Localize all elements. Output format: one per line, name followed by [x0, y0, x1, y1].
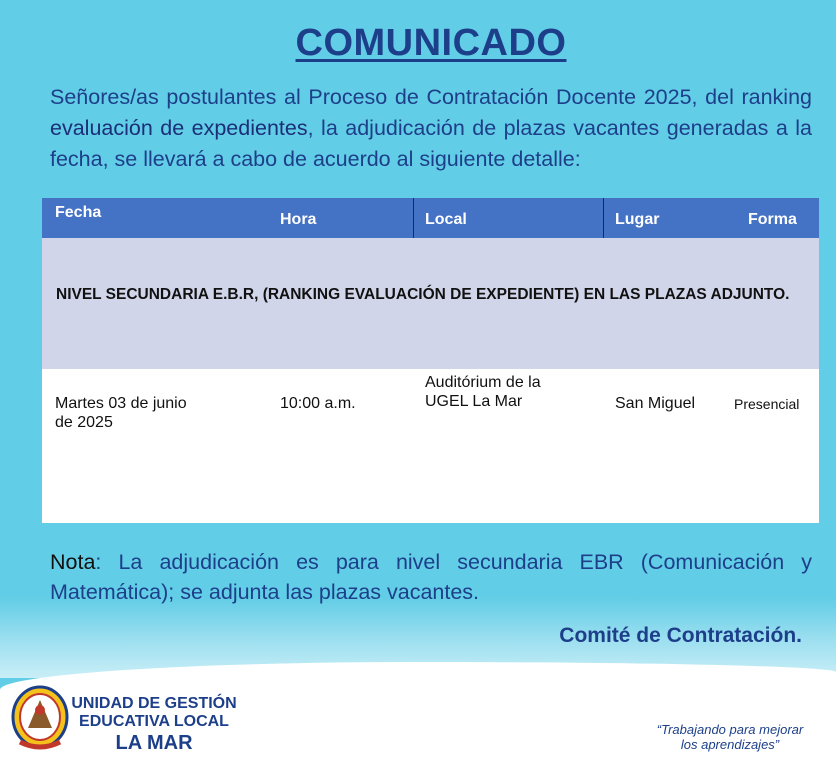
intro-text-1: Señores/as postulantes al Proceso de Contratación Docente 2025, del ranking: [50, 85, 812, 109]
header-forma: Forma: [748, 211, 797, 228]
committee-signature: Comité de Contratación.: [559, 624, 802, 647]
note-label: Nota: [50, 550, 96, 574]
cell-fecha: Martes 03 de junio de 2025: [55, 395, 187, 431]
organization-name: [70, 695, 238, 755]
intro-highlight: evaluación de expedientes: [50, 116, 308, 140]
ugel-seal-logo: [10, 684, 70, 754]
column-divider: [413, 198, 414, 238]
level-row: [42, 238, 819, 369]
org-line-1: UNIDAD DE GESTIÓN: [71, 695, 237, 712]
header-lugar: Lugar: [615, 211, 660, 228]
cell-hora: 10:00 a.m.: [280, 395, 356, 412]
intro-paragraph: [50, 82, 812, 175]
header-fecha: Fecha: [55, 204, 102, 221]
header-hora: Hora: [280, 211, 317, 228]
org-line-3: LA MAR: [115, 732, 193, 754]
table-header: [42, 198, 819, 238]
header-local: Local: [425, 211, 467, 228]
note-text: : La adjudicación es para nivel secundaria EBR (Comunicación y Matemática); se adjunta las plazas vacantes.: [50, 550, 812, 604]
intro-text-2: , la adjudicación de plazas vacantes generadas a la fecha, se llevará a cabo de acuerdo al siguiente detalle:: [50, 116, 813, 171]
schedule-table: [42, 198, 819, 523]
level-text: NIVEL SECUNDARIA E.B.R, (RANKING EVALUACIÓN DE EXPEDIENTE) EN LAS PLAZAS ADJUNTO.: [56, 286, 790, 303]
cell-local: Auditórium de la UGEL La Mar: [425, 374, 541, 410]
cell-lugar: San Miguel: [615, 395, 696, 412]
note-paragraph: [50, 547, 812, 607]
column-divider: [603, 198, 604, 238]
slogan: “Trabajando para mejorar los aprendizajes”: [656, 722, 804, 752]
org-line-2: EDUCATIVA LOCAL: [79, 713, 229, 730]
page-title: COMUNICADO: [295, 22, 567, 64]
cell-forma: Presencial: [734, 396, 800, 412]
